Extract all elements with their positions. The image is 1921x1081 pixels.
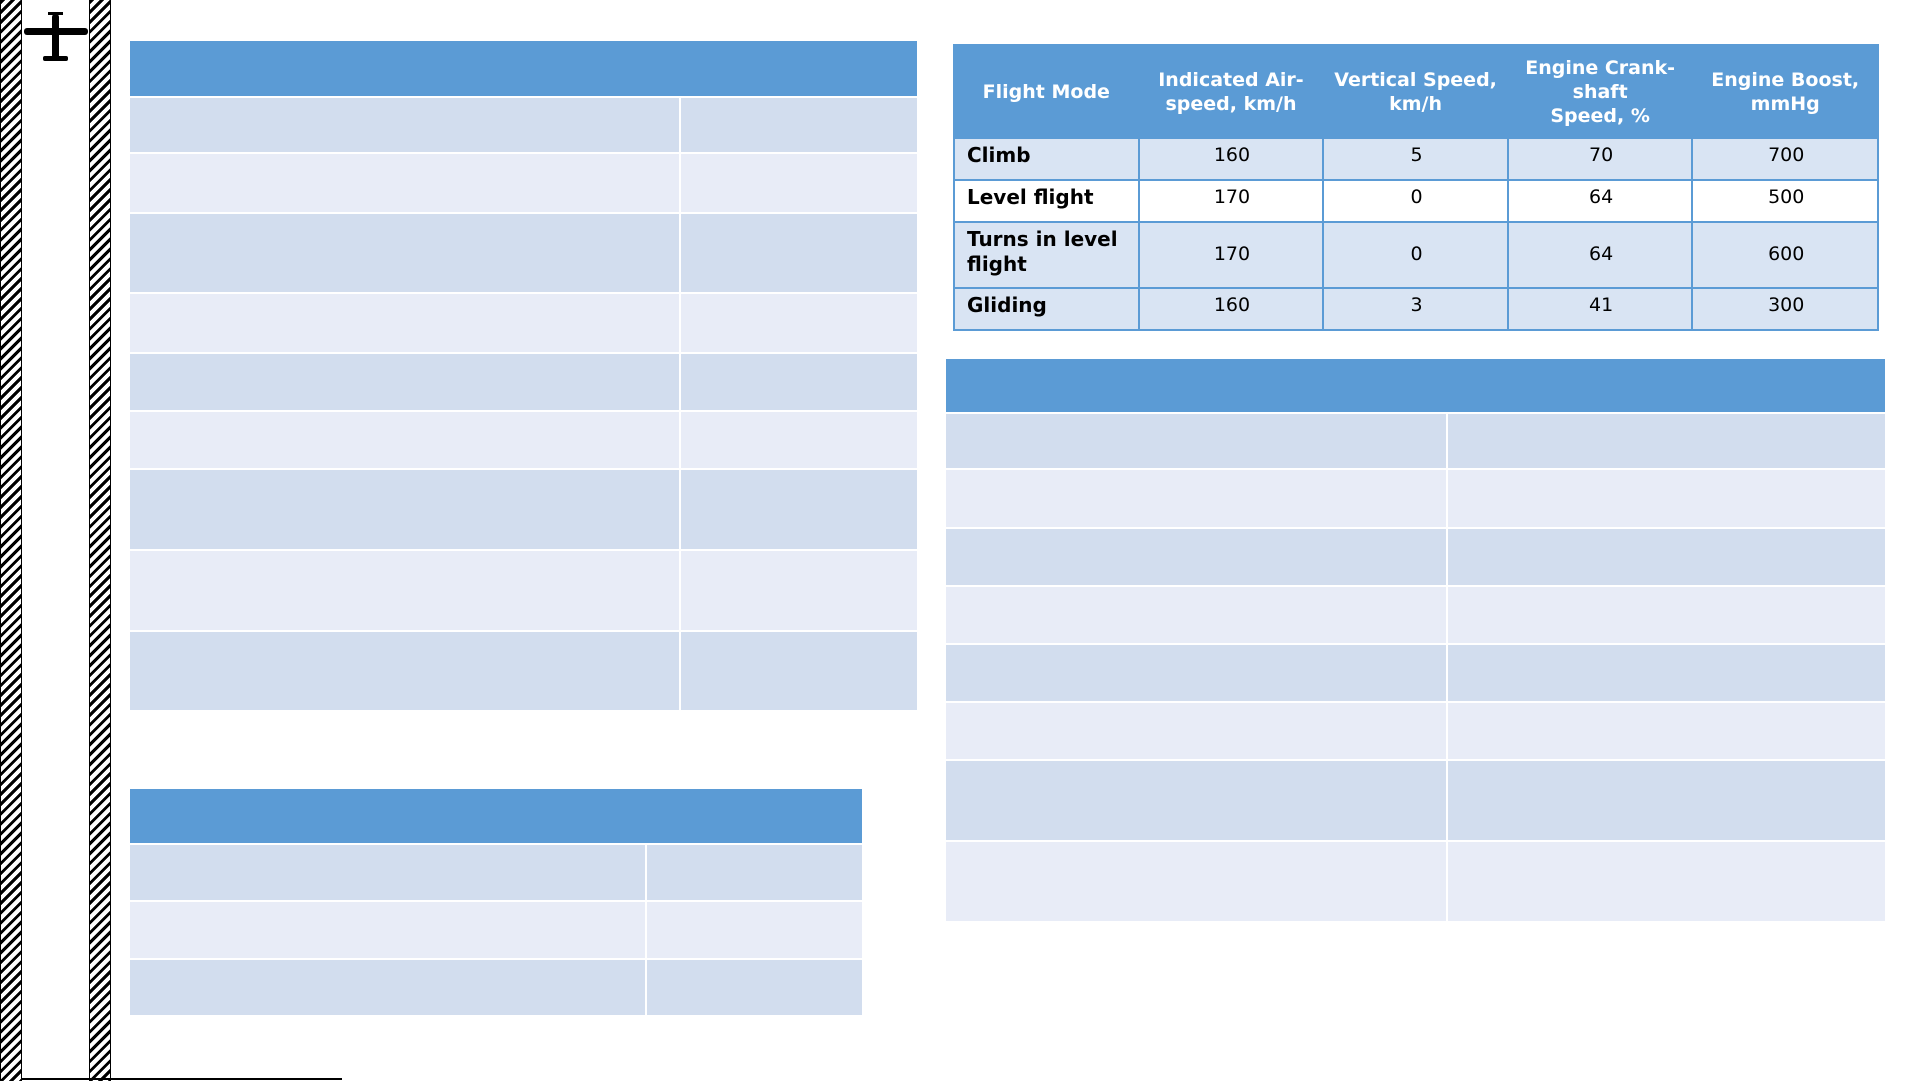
sidebar-strip — [22, 0, 89, 1081]
cell-flight-mode: Climb — [954, 138, 1139, 180]
table-row — [130, 412, 917, 468]
flight-mode-table — [953, 44, 1879, 331]
header-line: Engine Boost, — [1711, 68, 1860, 91]
cell-airspeed: 160 — [1139, 288, 1324, 330]
table-row — [130, 470, 917, 549]
table-row — [946, 703, 1885, 759]
cell-flight-mode: Gliding — [954, 288, 1139, 330]
left-hatched-border — [0, 0, 22, 1081]
cell-boost: 300 — [1692, 288, 1878, 330]
cell-vertical-speed: 0 — [1323, 180, 1508, 222]
cell-crankshaft: 70 — [1508, 138, 1693, 180]
header-flight-mode — [954, 45, 1139, 138]
table-row — [130, 294, 917, 352]
table-row — [130, 98, 917, 152]
cell-airspeed: 170 — [1139, 222, 1324, 288]
airplane-icon — [24, 10, 88, 66]
cell-vertical-speed: 5 — [1323, 138, 1508, 180]
header-line: Speed, % — [1550, 104, 1650, 127]
header-line: Vertical Speed, — [1334, 68, 1497, 91]
table-row — [954, 222, 1878, 288]
cell-vertical-speed: 3 — [1323, 288, 1508, 330]
header-indicated-airspeed — [1139, 45, 1324, 138]
header-crankshaft-speed — [1508, 45, 1693, 138]
header-line: mmHg — [1750, 92, 1820, 115]
table-row — [130, 632, 917, 710]
header-vertical-speed — [1323, 45, 1508, 138]
header-line: km/h — [1389, 92, 1443, 115]
cell-boost: 600 — [1692, 222, 1878, 288]
cell-boost: 700 — [1692, 138, 1878, 180]
table-header — [130, 789, 862, 843]
header-line: shaft — [1572, 80, 1628, 103]
cell-crankshaft: 64 — [1508, 222, 1693, 288]
table-header — [130, 41, 917, 96]
table-row — [954, 138, 1878, 180]
table-row — [130, 845, 862, 900]
table-row — [130, 354, 917, 410]
table-row — [130, 214, 917, 292]
header-line: Indicated Air- — [1158, 68, 1304, 91]
header-line: Engine Crank- — [1525, 56, 1676, 79]
right-hatched-border — [89, 0, 111, 1081]
cell-crankshaft: 64 — [1508, 180, 1693, 222]
header-line: Flight Mode — [982, 80, 1110, 103]
cell-airspeed: 160 — [1139, 138, 1324, 180]
table-header — [946, 359, 1885, 412]
cell-boost: 500 — [1692, 180, 1878, 222]
cell-vertical-speed: 0 — [1323, 222, 1508, 288]
table-row — [946, 761, 1885, 840]
empty-table-top-left — [130, 41, 917, 710]
table-row — [946, 587, 1885, 643]
table-row — [954, 180, 1878, 222]
table-row — [946, 842, 1885, 921]
table-header-row — [954, 45, 1878, 138]
table-row — [130, 902, 862, 958]
table-row — [954, 288, 1878, 330]
cell-flight-mode: Turns in level flight — [954, 222, 1139, 288]
table-row — [130, 154, 917, 212]
table-row — [946, 470, 1885, 527]
header-engine-boost — [1692, 45, 1878, 138]
table-row — [130, 960, 862, 1015]
cell-crankshaft: 41 — [1508, 288, 1693, 330]
cell-flight-mode: Level flight — [954, 180, 1139, 222]
bottom-rule — [22, 1078, 342, 1080]
table-row — [130, 551, 917, 630]
empty-table-bottom-left — [130, 789, 862, 1015]
cell-airspeed: 170 — [1139, 180, 1324, 222]
table-row — [946, 529, 1885, 585]
table-row — [946, 645, 1885, 701]
table-row — [946, 414, 1885, 468]
header-line: speed, km/h — [1165, 92, 1297, 115]
empty-table-right — [946, 359, 1885, 921]
